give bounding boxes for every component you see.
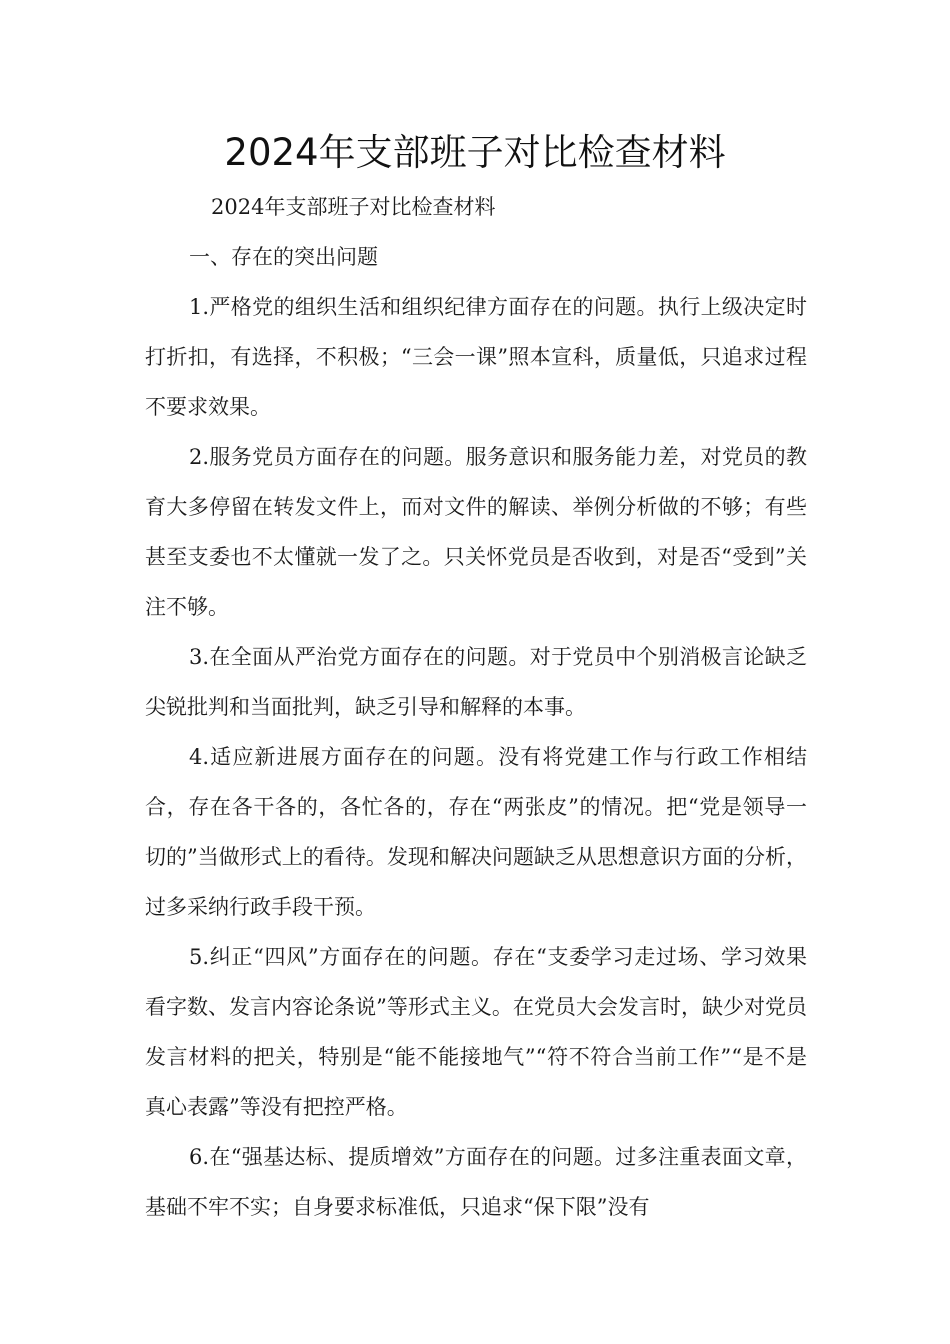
paragraph-4: 4.适应新进展方面存在的问题。没有将党建工作与行政工作相结合，存在各干各的，各忙各的，存在“两张皮”的情况。把“党是领导一切的”当做形式上的看待。发现和解决问题缺乏从思想意识方面的分析，过多采纳行政手段干预。 — [145, 745, 807, 919]
paragraph-3: 3.在全面从严治党方面存在的问题。对于党员中个别消极言论缺乏尖锐批判和当面批判，缺乏引导和解释的本事。 — [145, 645, 807, 719]
section-heading: 一、存在的突出问题 — [189, 245, 378, 269]
document-subtitle: 2024年支部班子对比检查材料 — [211, 195, 496, 219]
paragraph-2: 2.服务党员方面存在的问题。服务意识和服务能力差，对党员的教育大多停留在转发文件上，而对文件的解读、举例分析做的不够；有些甚至支委也不太懂就一发了之。只关怀党员是否收到，对是否“受到”关注不够。 — [145, 445, 807, 619]
paragraph-6: 6.在“强基达标、提质增效”方面存在的问题。过多注重表面文章，基础不牢不实；自身要求标准低，只追求“保下限”没有 — [145, 1145, 807, 1219]
paragraph-1: 1.严格党的组织生活和组织纪律方面存在的问题。执行上级决定时打折扣，有选择，不积极；“三会一课”照本宣科，质量低，只追求过程不要求效果。 — [145, 295, 807, 419]
document-title: 2024年支部班子对比检查材料 — [224, 131, 726, 174]
paragraph-5: 5.纠正“四风”方面存在的问题。存在“支委学习走过场、学习效果看字数、发言内容论条说”等形式主义。在党员大会发言时，缺少对党员发言材料的把关，特别是“能不能接地气”“符不符合当前工作”“是不是真心表露”等没有把控严格。 — [145, 945, 807, 1119]
document-body — [145, 182, 807, 1232]
